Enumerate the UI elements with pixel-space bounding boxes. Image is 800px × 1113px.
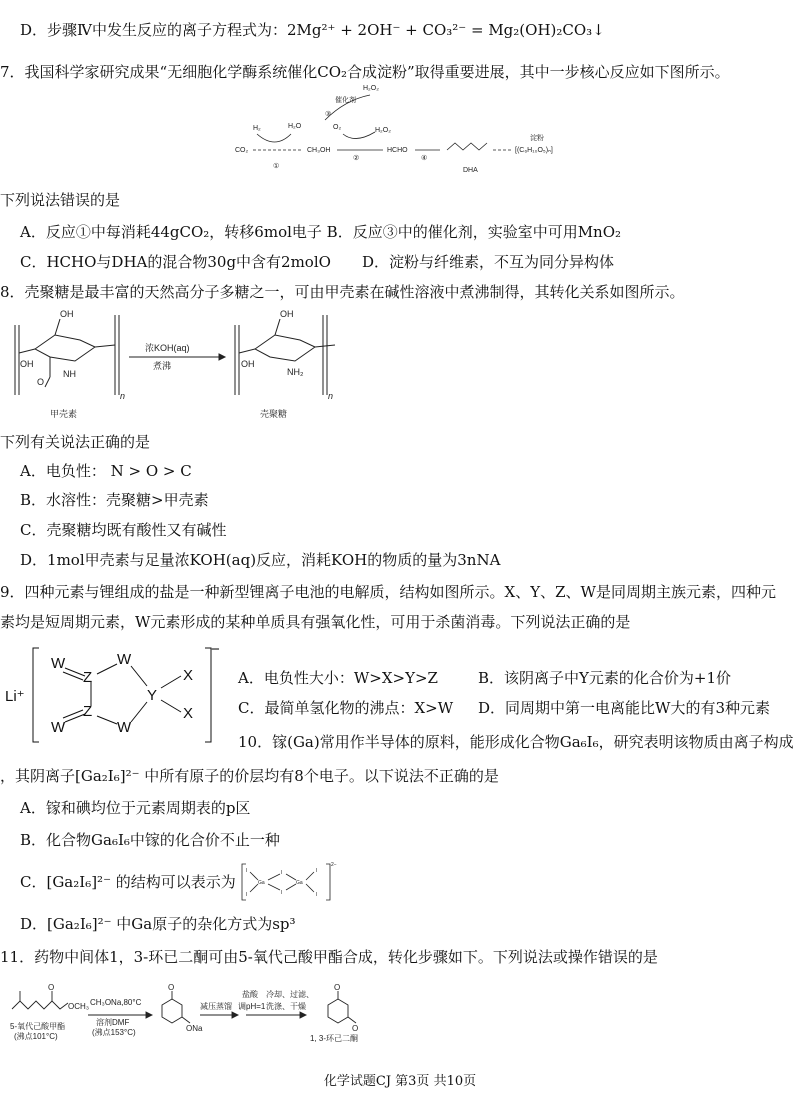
q10-option-d: D．[Ga₂I₆]²⁻ 中Ga原子的杂化方式为sp³ [20, 915, 296, 933]
fig7-h2o2-top: H₂O₂ [363, 85, 379, 92]
fig7-catalyst: 催化剂 [335, 97, 356, 104]
fig11-start-bp: (沸点101°C) [14, 1032, 58, 1041]
fig10-i-3: I [281, 870, 283, 876]
fig11-r6: 调pH=1 [238, 1002, 266, 1011]
fig8-n-left: n [120, 391, 126, 401]
fig10-i-2: I [246, 892, 248, 898]
fig11-start-name: 5-氧代己酸甲酯 [10, 1022, 66, 1031]
fig9-li: Li⁺ [5, 688, 25, 705]
q10-ga2i6-structure [240, 862, 340, 902]
fig8-n-right: n [328, 391, 334, 401]
fig10-i-4: I [281, 890, 283, 896]
q6-option-d: D．步骤Ⅳ中发生反应的离子方程式为：2Mg²⁺ + 2OH⁻ + CO₃²⁻ = Mg₂(OH)₂CO₃↓ [20, 21, 605, 39]
q8-stem: 8．壳聚糖是最丰富的天然高分子多糖之一，可由甲壳素在碱性溶液中煮沸制得，其转化关系如图所示。 [0, 283, 685, 301]
fig7-co2: CO₂ [235, 147, 249, 154]
q7-options-ab: A．反应①中每消耗44gCO₂，转移6mol电子 B．反应③中的催化剂，实验室中可用MnO₂ [20, 223, 622, 241]
q7-stem: 7．我国科学家研究成果“无细胞化学酶系统催化CO₂合成淀粉”取得重要进展，其中一步核心反应如下图所示。 [0, 63, 730, 81]
fig11-r2: 溶剂DMF [96, 1018, 130, 1027]
fig9-z-2: Z [83, 703, 93, 720]
fig8-oh-right-2: OH [241, 359, 255, 369]
q10-stem-2: ，其阴离子[Ga₂I₆]²⁻ 中所有原子的价层均有8个电子。以下说法不正确的是 [0, 767, 499, 785]
fig10-ga-2: Ga [296, 880, 303, 886]
fig11-product: 1, 3-环己二酮 [310, 1034, 359, 1043]
fig8-o-acetyl: O [37, 377, 45, 387]
q9-stem-1: 9．四种元素与锂组成的盐是一种新型锂离子电池的电解质，结构如图所示。X、Y、Z、W是同周期主族元素，四种元 [0, 583, 776, 601]
fig11-ona: ONa [186, 1024, 203, 1033]
fig7-ch3oh: CH₃OH [307, 147, 331, 154]
fig9-x-2: X [183, 705, 194, 722]
fig7-o2: O₂ [333, 124, 342, 131]
q7-option-d: D．淀粉与纤维素，不互为同分异构体 [362, 253, 615, 271]
page-footer: 化学试题CJ 第3页 共10页 [323, 1074, 477, 1089]
fig11-o-4: O [352, 1024, 359, 1033]
fig8-nh2: NH₂ [287, 367, 304, 377]
fig9-w-1: W [51, 655, 66, 672]
fig11-o-3: O [334, 983, 341, 992]
q8-option-b: B．水溶性：壳聚糖>甲壳素 [20, 491, 209, 509]
fig8-oh-left-2: OH [20, 359, 34, 369]
fig10-i-5: I [316, 868, 318, 874]
fig9-x-1: X [183, 667, 194, 684]
q9-anion-structure [5, 640, 230, 750]
fig7-step3: ③ [325, 111, 332, 118]
fig9-z-1: Z [83, 669, 93, 686]
fig8-reagent: 浓KOH(aq) [145, 343, 190, 353]
q10-stem-1: 10．镓(Ga)常用作半导体的原料，能形成化合物Ga₆I₆，研究表明该物质由离子构成 [238, 733, 794, 751]
fig7-dha: DHA [463, 167, 478, 174]
fig8-left-name: 甲壳素 [50, 409, 78, 419]
fig9-y: Y [147, 687, 158, 704]
fig8-oh-right: OH [280, 309, 294, 319]
fig8-nh: NH [63, 369, 76, 379]
fig10-ga-1: Ga [258, 880, 265, 886]
fig11-r4: 减压蒸馏 [200, 1002, 232, 1011]
fig9-charge: − [211, 641, 220, 658]
q8-option-a: A．电负性： N > O > C [20, 462, 192, 480]
fig7-h2o2-right: H₂O₂ [375, 127, 391, 134]
q10-option-b: B．化合物Ga₆I₆中镓的化合价不止一种 [20, 831, 280, 849]
q9-option-a: A．电负性大小：W>X>Y>Z [238, 669, 438, 687]
fig11-r3: (沸点153°C) [92, 1028, 136, 1037]
fig8-right-name: 壳聚糖 [260, 409, 288, 419]
q9-option-d: D．同周期中第一电离能比W大的有3种元素 [478, 699, 770, 717]
fig7-h2o: H₂O [288, 123, 302, 130]
q8-option-c: C．壳聚糖均既有酸性又有碱性 [20, 521, 227, 539]
fig7-h2: H₂ [253, 125, 261, 132]
q11-synthesis-route [10, 985, 390, 1055]
fig10-i-6: I [316, 892, 318, 898]
fig7-step4: ④ [421, 155, 428, 162]
fig11-o-2: O [168, 983, 175, 992]
q9-option-b: B．该阴离子中Y元素的化合价为+1价 [478, 669, 732, 687]
q9-option-c: C．最简单氢化物的沸点：X>W [238, 699, 454, 717]
fig11-o-1: O [48, 983, 55, 992]
fig11-r5: 盐酸 [242, 990, 258, 999]
fig7-step2: ② [353, 155, 360, 162]
fig10-i-1: I [246, 868, 248, 874]
fig9-w-4: W [51, 719, 66, 736]
q8-prompt: 下列有关说法正确的是 [0, 433, 151, 451]
fig9-w-3: W [117, 719, 132, 736]
fig11-r1: CH₃ONa,80°C [90, 998, 142, 1007]
q10-option-c: C．[Ga₂I₆]²⁻ 的结构可以表示为 [20, 873, 236, 891]
fig10-charge: 2− [331, 862, 337, 868]
q9-stem-2: 素均是短周期元素，W元素形成的某种单质具有强氧化性，可用于杀菌消毒。下列说法正确的是 [0, 613, 631, 631]
q7-prompt: 下列说法错误的是 [0, 191, 121, 209]
q8-option-d: D．1mol甲壳素与足量浓KOH(aq)反应，消耗KOH的物质的量为3nNA [20, 551, 501, 569]
fig7-step1: ① [273, 163, 280, 170]
fig11-r7: 冷却、过滤、 [266, 990, 314, 999]
fig7-starch: 淀粉 [530, 135, 544, 142]
fig11-r8: 洗涤、干燥 [266, 1002, 306, 1011]
fig7-starch-formula: [(C₆H₁₀O₅)ₙ] [515, 147, 553, 154]
fig8-oh-left: OH [60, 309, 74, 319]
fig9-w-2: W [117, 651, 132, 668]
q8-structure-diagram [5, 305, 355, 425]
q7-reaction-diagram [225, 80, 585, 180]
q7-option-c: C．HCHO与DHA的混合物30g中含有2molO [20, 253, 331, 271]
fig8-condition: 煮沸 [153, 361, 172, 371]
fig7-hcho: HCHO [387, 147, 408, 154]
q10-option-a: A．镓和碘均位于元素周期表的p区 [20, 799, 251, 817]
q11-stem: 11．药物中间体1，3-环已二酮可由5-氧代己酸甲酯合成，转化步骤如下。下列说法或操作错误的是 [0, 948, 658, 966]
fig11-och3: OCH₃ [68, 1002, 90, 1011]
